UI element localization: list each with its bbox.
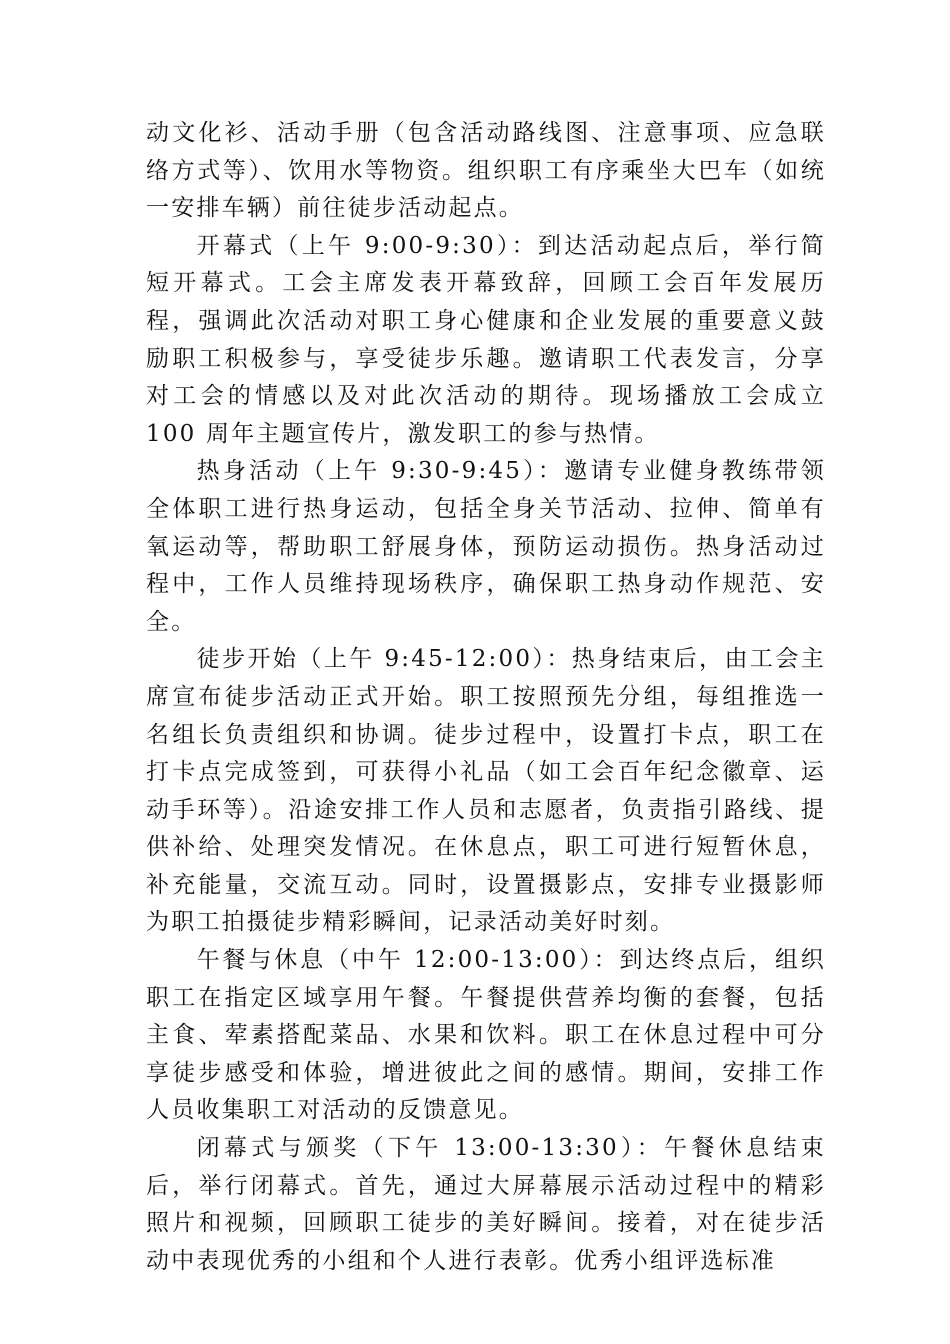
paragraph-closing-awards: 闭幕式与颁奖（下午 13:00-13:30）：午餐休息结束后，举行闭幕式。首先，通过大屏幕展示活动过程中的精彩照片和视频，回顾职工徒步的美好瞬间。接着，对在徒步活动中表现优秀的小组和个人进行表彰。优秀小组评选标准 <box>146 1135 826 1274</box>
document-body <box>146 115 826 1280</box>
paragraph-hike-start: 徒步开始（上午 9:45-12:00）：热身结束后，由工会主席宣布徒步活动正式开始。职工按照预先分组，每组推选一名组长负责组织和协调。徒步过程中，设置打卡点，职工在打卡点完成签到，可获得小礼品（如工会百年纪念徽章、运动手环等）。沿途安排工作人员和志愿者，负责指引路线、提供补给、处理突发情况。在休息点，职工可进行短暂休息，补充能量，交流互动。同时，设置摄影点，安排专业摄影师为职工拍摄徒步精彩瞬间，记录活动美好时刻。 <box>146 646 826 936</box>
paragraph-lunch-rest: 午餐与休息（中午 12:00-13:00）：到达终点后，组织职工在指定区域享用午餐。午餐提供营养均衡的套餐，包括主食、荤素搭配菜品、水果和饮料。职工在休息过程中可分享徒步感受和体验，增进彼此之间的感情。期间，安排工作人员收集职工对活动的反馈意见。 <box>146 947 826 1124</box>
paragraph-opening-ceremony: 开幕式（上午 9:00-9:30）：到达活动起点后，举行简短开幕式。工会主席发表开幕致辞，回顾工会百年发展历程，强调此次活动对职工身心健康和企业发展的重要意义鼓励职工积极参与，享受徒步乐趣。邀请职工代表发言，分享对工会的情感以及对此次活动的期待。现场播放工会成立 100 周年主题宣传片，激发职工的参与热情。 <box>146 232 826 447</box>
paragraph-warm-up: 热身活动（上午 9:30-9:45）：邀请专业健身教练带领全体职工进行热身运动，包括全身关节活动、拉伸、简单有氧运动等，帮助职工舒展身体，预防运动损伤。热身活动过程中，工作人员维持现场秩序，确保职工热身动作规范、安全。 <box>146 458 826 635</box>
paragraph-materials: 动文化衫、活动手册（包含活动路线图、注意事项、应急联络方式等）、饮用水等物资。组织职工有序乘坐大巴车（如统一安排车辆）前往徒步活动起点。 <box>146 120 826 222</box>
